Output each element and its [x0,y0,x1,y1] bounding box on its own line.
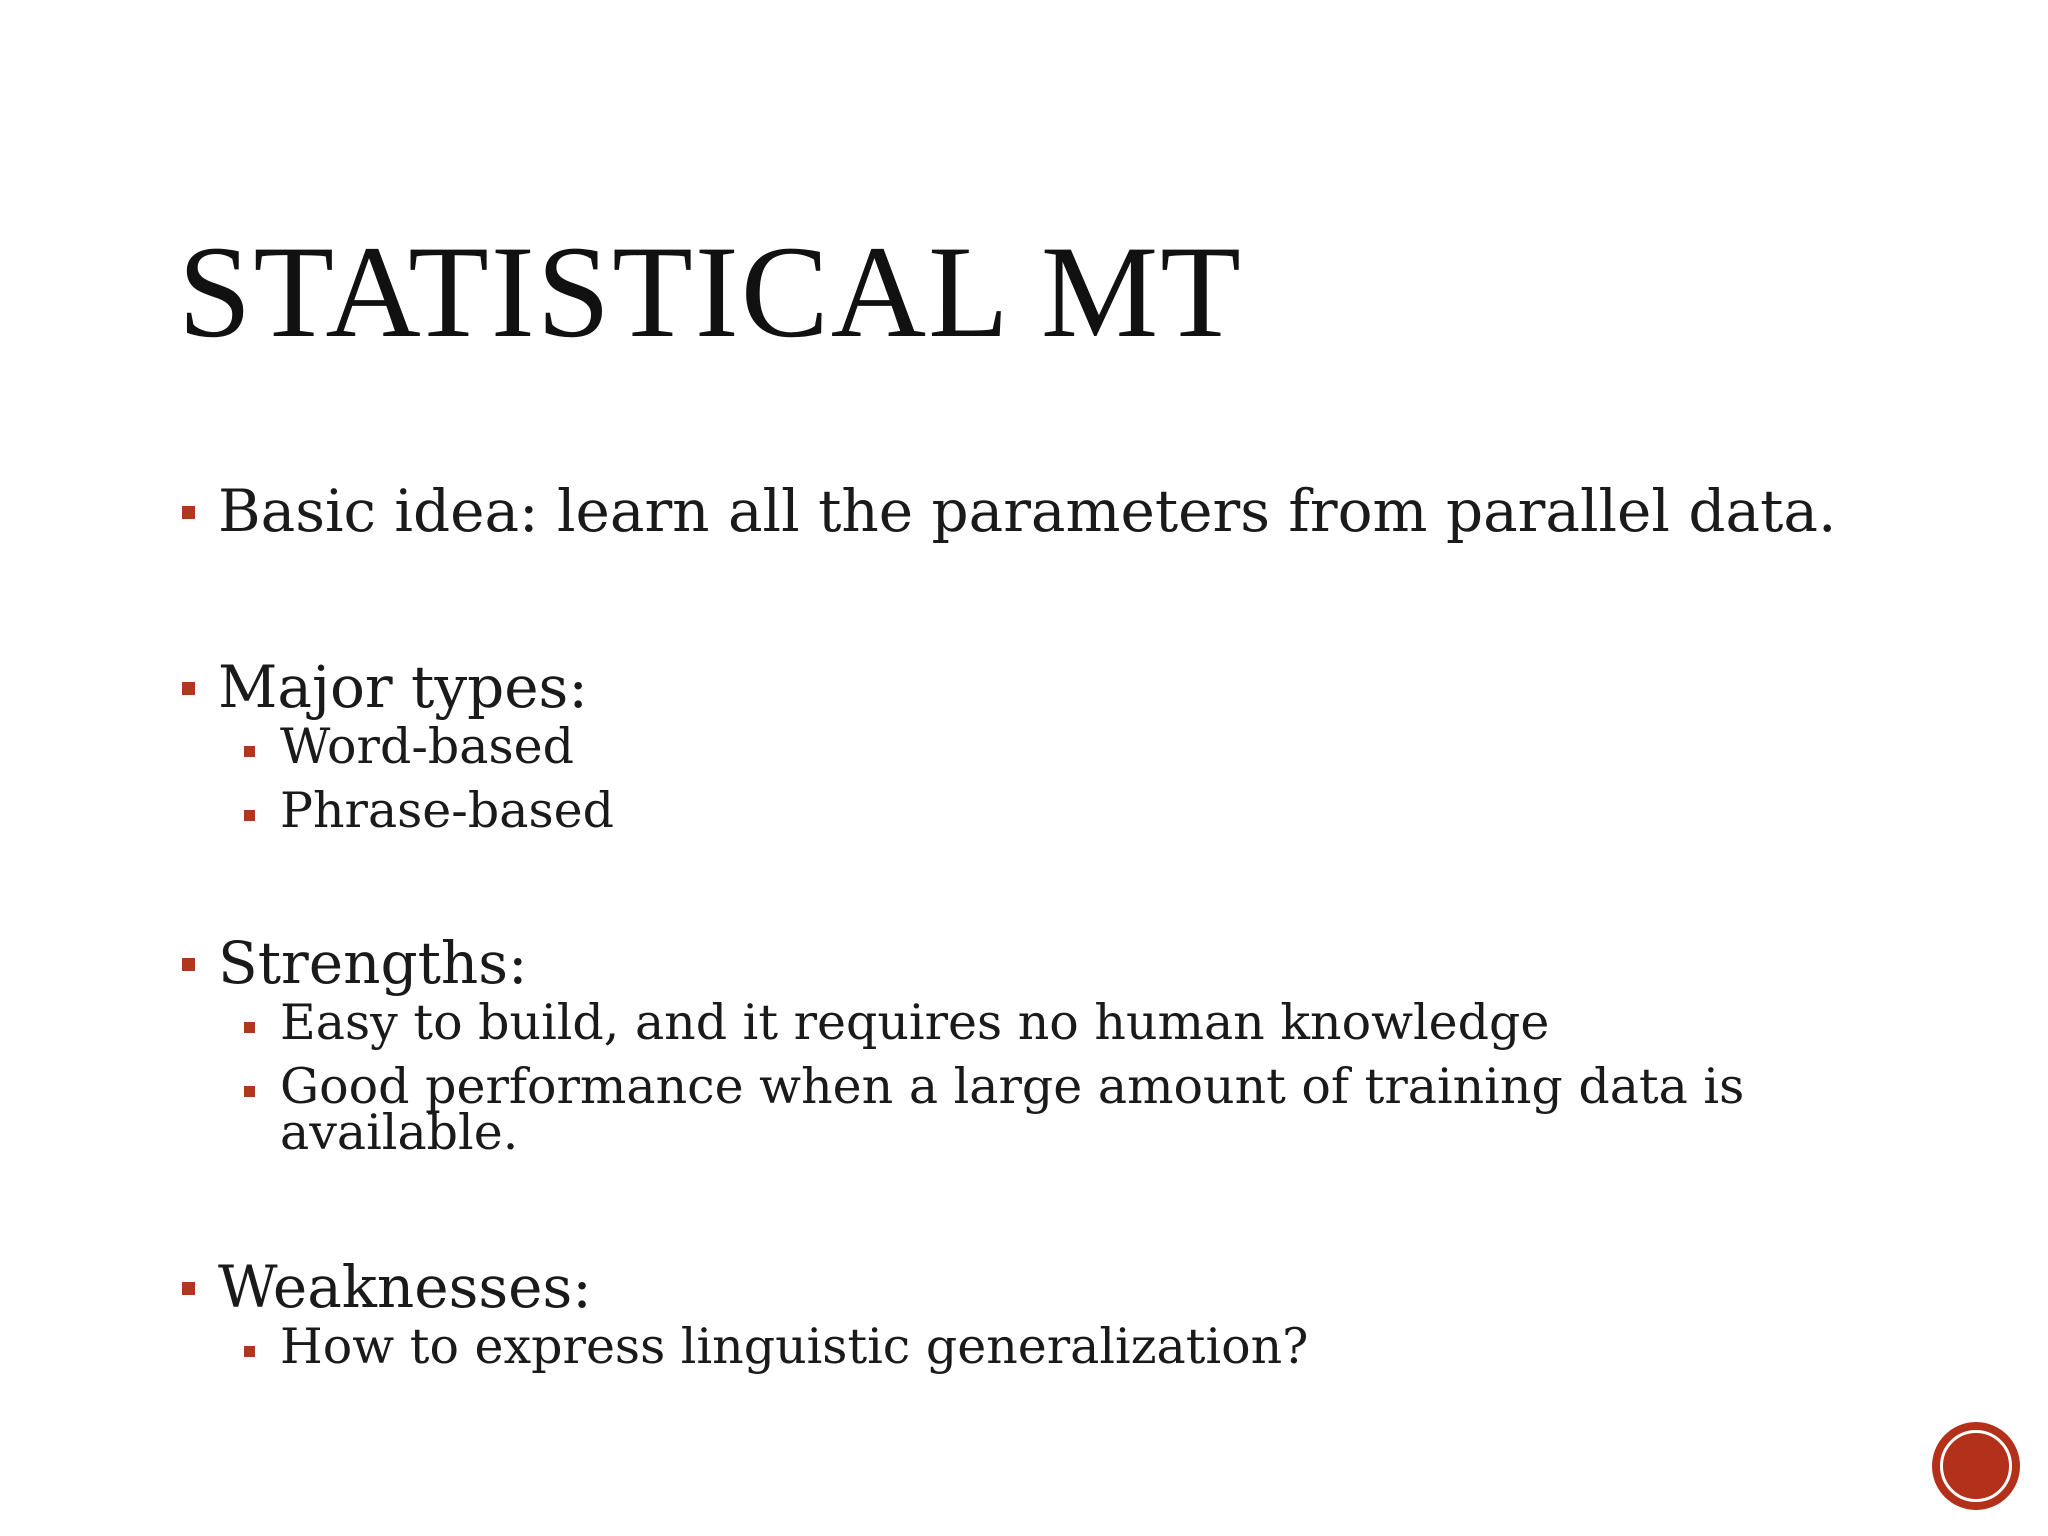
bullet-square-icon [182,506,195,519]
sub-bullet-text: Good performance when a large amount of training data is available. [280,1058,1745,1161]
sub-bullet-text: Easy to build, and it requires no human knowledge [280,994,1550,1051]
sub-bullet-square-icon [244,1086,255,1097]
sub-bullet-square-icon [244,1022,255,1033]
bullet-text: Weaknesses: [218,1253,592,1321]
bullet-square-icon [182,1282,195,1295]
sub-bullet-text: Phrase-based [280,782,614,839]
bullet-text: Strengths: [218,929,528,997]
circle-button-icon [1940,1430,2012,1502]
bullet-square-icon [182,958,195,971]
sub-bullet-text: Word-based [280,718,574,775]
slide-nav-button[interactable] [1932,1422,2020,1510]
sub-bullet-text: How to express linguistic generalization? [280,1318,1309,1375]
bullet-square-icon [182,682,195,695]
bullet-text: Major types: [218,653,588,721]
sub-bullet-square-icon [244,810,255,821]
bullet-text: Basic idea: learn all the parameters from parallel data. [218,477,1837,545]
slide-title: STATISTICAL MT [178,218,1243,365]
sub-bullet-square-icon [244,1346,255,1357]
sub-bullet-square-icon [244,746,255,757]
